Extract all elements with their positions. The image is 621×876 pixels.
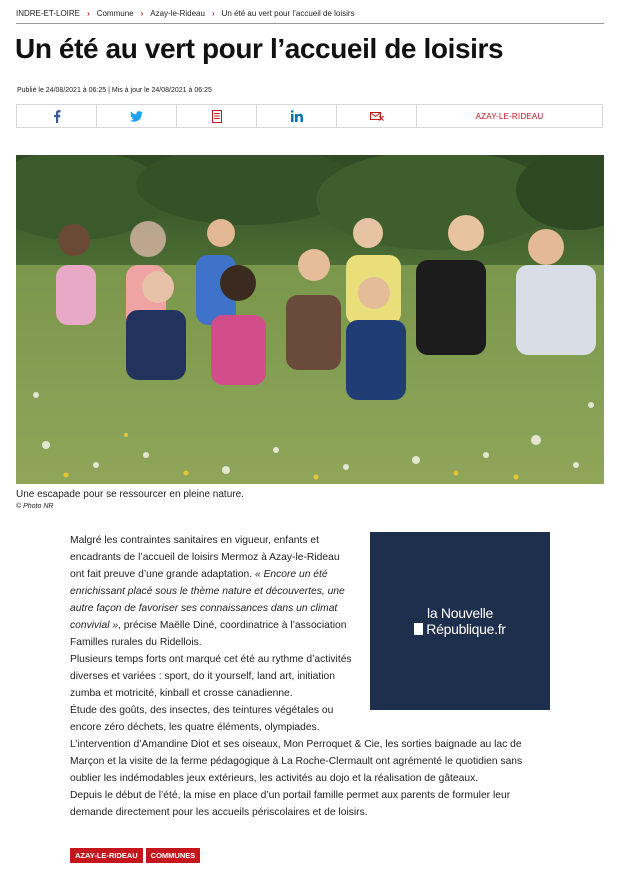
- share-twitter-button[interactable]: [97, 105, 177, 127]
- paragraph-text: Malgré les contraintes sanitaires en vigueur, enfants et encadrants de l’accueil de loisirs Mermoz à Azay-le-Rideau ont fait preuve d’une grande adaptation.: [70, 535, 340, 580]
- ad-logo-line2: [414, 621, 505, 637]
- share-bar: [16, 104, 603, 128]
- linkedin-icon: [291, 110, 303, 122]
- breadcrumb: [16, 9, 604, 24]
- article-paragraph: Depuis le début de l’été, la mise en place d’un portail famille permet aux parents de formuler leur demande directement pour les accueils périscolaires et de loisirs.: [70, 790, 511, 818]
- breadcrumb-item-commune[interactable]: Commune: [96, 9, 134, 18]
- print-button[interactable]: [177, 105, 257, 127]
- chevron-right-icon: ›: [87, 9, 90, 18]
- share-email-button[interactable]: [337, 105, 417, 127]
- share-linkedin-button[interactable]: [257, 105, 337, 127]
- email-icon: [370, 111, 384, 122]
- breadcrumb-item-departement[interactable]: INDRE-ET-LOIRE: [16, 9, 81, 18]
- facebook-icon: [53, 110, 61, 123]
- article-photo: [16, 155, 604, 484]
- article-paragraph: L’intervention d’Amandine Diot et ses oiseaux, Mon Perroquet & Cie, les sorties baignade au lac de Marçon et la visite de la ferme pédagogique à La Roche-Clermault ont agrémenté le quotidien sans oublier les indémodables jeux extérieurs, les activités au dojo et la réalisation de gâteaux.: [70, 739, 523, 784]
- paragraph-text: , précise Maëlle Diné, coordinatrice à l’association Familles rurales du Ridellois.: [70, 620, 347, 648]
- breadcrumb-item-town[interactable]: Azay-le-Rideau: [150, 9, 205, 18]
- article-body: [70, 532, 540, 821]
- publication-meta: Publié le 24/08/2021 à 06:25 | Mis à jour le 24/08/2021 à 06:25: [17, 87, 212, 94]
- chevron-right-icon: ›: [211, 9, 215, 18]
- page-title: Un été au vert pour l’accueil de loisirs: [15, 33, 504, 64]
- article-paragraph: Plusieurs temps forts ont marqué cet été au rythme d’activités diverses et variées : sport, do it yourself, land art, initiation zumba et motricité, kinball et crosse canadienne.: [70, 654, 352, 699]
- photo-caption: Une escapade pour se ressourcer en pleine nature.: [16, 489, 244, 500]
- ad-logo-line1: la Nouvelle: [427, 605, 493, 621]
- breadcrumb-item-current: Un été au vert pour l’accueil de loisirs: [221, 9, 355, 18]
- article-paragraph: Étude des goûts, des insectes, des teintures végétales ou encore zéro déchets, les quatre éléments, olympiades.: [70, 705, 334, 733]
- share-bar-tag-link[interactable]: AZAY-LE-RIDEAU: [475, 111, 544, 121]
- twitter-icon: [130, 111, 143, 122]
- advertisement-banner[interactable]: [370, 532, 550, 710]
- tag-communes[interactable]: COMMUNES: [146, 848, 201, 863]
- photo-credit: © Photo NR: [16, 503, 54, 510]
- tag-azay-le-rideau[interactable]: AZAY-LE-RIDEAU: [70, 848, 143, 863]
- quote-text: « Encore un été enrichissant placé sous le thème nature et découvertes, une autre façon de favoriser ses connaissances dans un climat convivial »: [70, 569, 345, 631]
- chevron-right-icon: ›: [140, 9, 144, 18]
- ad-logo-text: République.fr: [426, 621, 506, 637]
- nr-logo-icon: [414, 623, 423, 635]
- share-facebook-button[interactable]: [17, 105, 97, 127]
- article-tags: [70, 848, 200, 863]
- print-icon: [212, 110, 222, 123]
- children-in-meadow-photo: [16, 155, 604, 484]
